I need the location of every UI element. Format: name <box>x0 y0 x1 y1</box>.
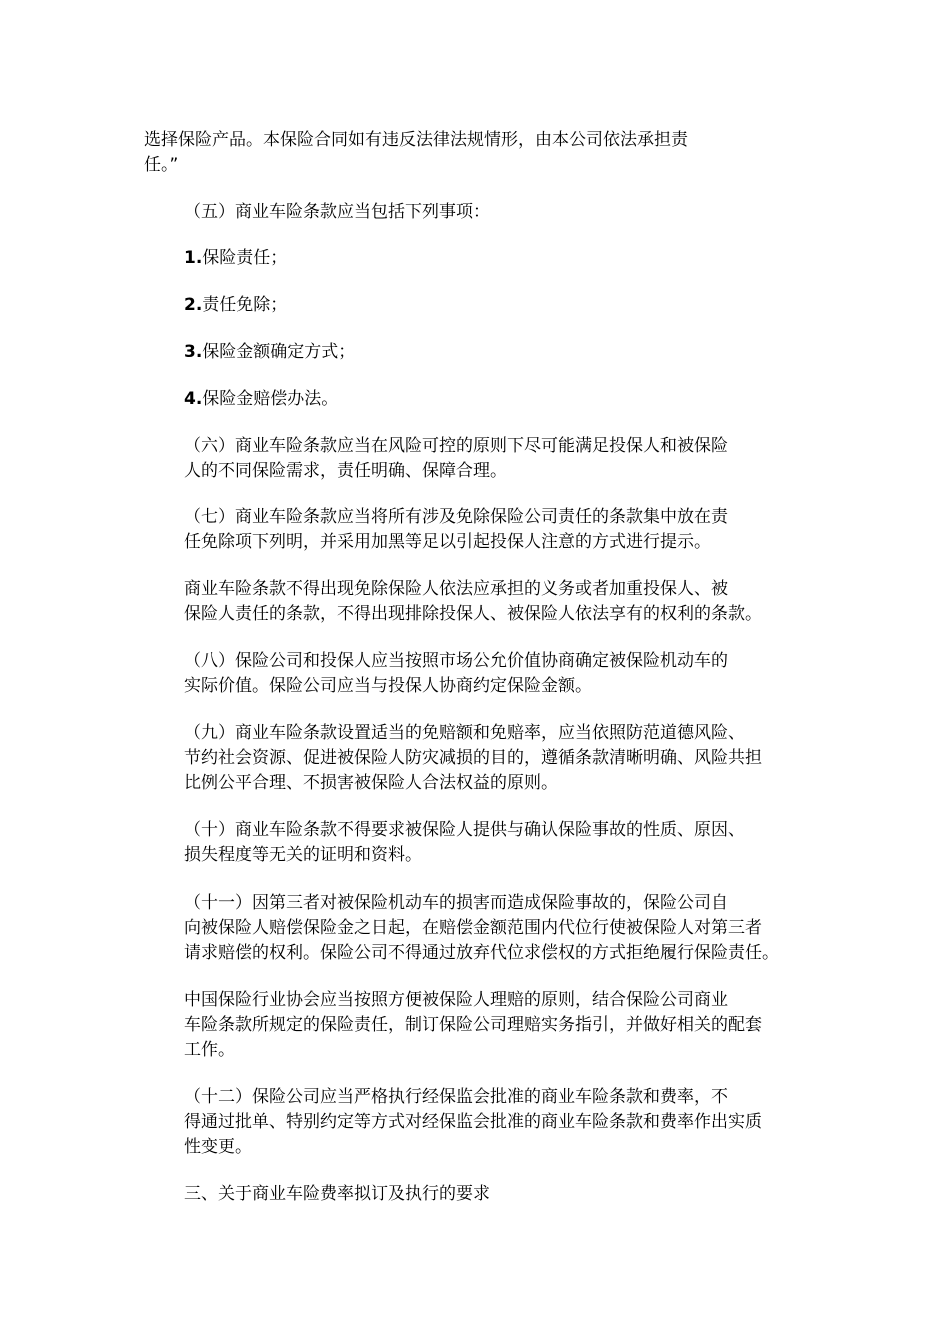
list-text: 保险责任； <box>202 248 288 268</box>
list-number: 3. <box>184 342 203 362</box>
list-item-3 <box>144 340 814 365</box>
text-line: 节约社会资源、促进被保险人防灾减损的目的，遵循条款清晰明确、风险共担 <box>184 748 762 768</box>
paragraph-item-11 <box>144 891 814 966</box>
list-item-2 <box>144 293 814 318</box>
paragraph-item-10 <box>144 818 814 868</box>
list-item-4 <box>144 387 814 412</box>
text-line: （五）商业车险条款应当包括下列事项： <box>184 202 490 222</box>
text-line: 商业车险条款不得出现免除保险人依法应承担的义务或者加重投保人、被 <box>184 579 728 599</box>
paragraph-item-8 <box>144 649 814 699</box>
text-line: （十）商业车险条款不得要求被保险人提供与确认保险事故的性质、原因、 <box>184 820 745 840</box>
paragraph-continuation <box>144 128 814 178</box>
text-line: 比例公平合理、不损害被保险人合法权益的原则。 <box>184 773 558 793</box>
text-line: （六）商业车险条款应当在风险可控的原则下尽可能满足投保人和被保险 <box>184 436 728 456</box>
text-line: 性变更。 <box>184 1137 252 1157</box>
text-line: （七）商业车险条款应当将所有涉及免除保险公司责任的条款集中放在责 <box>184 507 728 527</box>
text-line: 三、关于商业车险费率拟订及执行的要求 <box>184 1184 490 1204</box>
text-line: （八）保险公司和投保人应当按照市场公允价值协商确定被保险机动车的 <box>184 651 728 671</box>
text-line: 车险条款所规定的保险责任，制订保险公司理赔实务指引，并做好相关的配套 <box>184 1015 762 1035</box>
list-text: 责任免除； <box>202 295 288 315</box>
text-line: 中国保险行业协会应当按照方便被保险人理赔的原则，结合保险公司商业 <box>184 990 728 1010</box>
text-line: 损失程度等无关的证明和资料。 <box>184 845 422 865</box>
text-line: 实际价值。保险公司应当与投保人协商约定保险金额。 <box>184 676 592 696</box>
paragraph-association <box>144 988 814 1063</box>
list-text: 保险金赔偿办法。 <box>202 389 339 409</box>
list-number: 1. <box>184 248 203 268</box>
text-line: 请求赔偿的权利。保险公司不得通过放弃代位求偿权的方式拒绝履行保险责任。 <box>184 943 779 963</box>
text-line: 任免除项下列明，并采用加黑等足以引起投保人注意的方式进行提示。 <box>184 532 711 552</box>
text-line: 人的不同保险需求，责任明确、保障合理。 <box>184 461 507 481</box>
text-line: 任。” <box>144 155 179 175</box>
text-line: （九）商业车险条款设置适当的免赔额和免赔率，应当依照防范道德风险、 <box>184 723 745 743</box>
list-text: 保险金额确定方式； <box>202 342 356 362</box>
paragraph-item-6 <box>144 434 814 484</box>
text-line: 向被保险人赔偿保险金之日起，在赔偿金额范围内代位行使被保险人对第三者 <box>184 918 762 938</box>
paragraph-exclusion-rule <box>144 577 814 627</box>
text-line: （十二）保险公司应当严格执行经保监会批准的商业车险条款和费率，不 <box>184 1087 728 1107</box>
list-number: 2. <box>184 295 203 315</box>
paragraph-item-12 <box>144 1085 814 1160</box>
text-line: 选择保险产品。本保险合同如有违反法律法规情形，由本公司依法承担责 <box>144 130 688 150</box>
paragraph-item-9 <box>144 721 814 796</box>
text-line: 得通过批单、特别约定等方式对经保监会批准的商业车险条款和费率作出实质 <box>184 1112 762 1132</box>
text-line: 工作。 <box>184 1040 235 1060</box>
paragraph-item-7 <box>144 505 814 555</box>
list-item-1 <box>144 246 814 271</box>
paragraph-item-5 <box>144 200 814 225</box>
list-number: 4. <box>184 389 203 409</box>
section-heading-3 <box>144 1182 814 1207</box>
text-line: 保险人责任的条款，不得出现排除投保人、被保险人依法享有的权利的条款。 <box>184 604 762 624</box>
text-line: （十一）因第三者对被保险机动车的损害而造成保险事故的，保险公司自 <box>184 893 728 913</box>
